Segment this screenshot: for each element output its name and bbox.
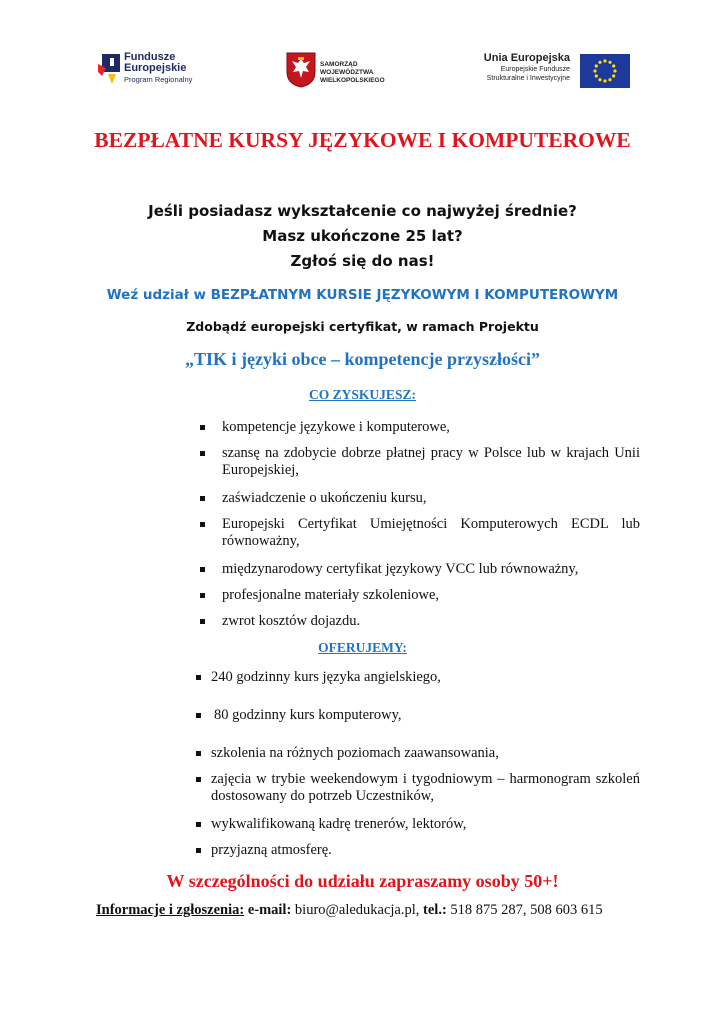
logo-fundusze-line2: Europejskie [124,62,187,74]
question-education: Jeśli posiadasz wykształcenie co najwyżej średnie? [148,202,577,220]
list-item: szkolenia na różnych poziomach zaawansowania, [196,745,640,765]
list-item: zaświadczenie o ukończeniu kursu, [200,490,640,510]
list-item: profesjonalne materiały szkoleniowe, [200,587,640,607]
bullet-icon [196,675,201,680]
list-item: 240 godzinny kurs języka angielskiego, [196,669,640,689]
bullet-icon [196,713,201,718]
contact-label: Informacje i zgłoszenia: [96,902,245,918]
project-name: „TIK i języki obce – kompetencje przyszłości” [185,349,540,369]
bullet-icon [200,593,205,598]
eagle-crest-icon [286,52,316,88]
list-item: Europejski Certyfikat Umiejętności Komputerowych ECDL lub równoważny, [200,516,640,556]
list-item: międzynarodowy certyfikat językowy VCC lub równoważny, [200,561,640,581]
list-item: kompetencje językowe i komputerowe, [200,419,640,443]
bullet-icon [196,822,201,827]
phone-label: tel.: [423,902,447,918]
closing-line: W szczególności do udziału zapraszamy osoby 50+! [166,871,559,891]
list-item: 80 godzinny kurs komputerowy, [196,707,640,727]
logo-ue-line2: Europejskie Fundusze [500,66,570,73]
fundusze-europejskie-emblem [96,52,122,86]
phone-numbers[interactable]: 518 875 287, 508 603 615 [446,902,603,918]
bullet-icon [200,451,205,456]
bullet-icon [196,751,201,756]
list-item: zajęcia w trybie weekendowym i tygodniowym – harmonogram szkoleń dostosowany do potrzeb Uczestników, [196,771,640,811]
list-item: zwrot kosztów dojazdu. [200,613,640,633]
contact-line [96,902,603,919]
bullet-icon [200,522,205,527]
page-title: BEZPŁATNE KURSY JĘZYKOWE I KOMPUTEROWE [94,128,631,152]
bullet-icon [200,619,205,624]
unia-europejska-logo [474,52,630,90]
logo-fundusze-line1: Fundusze [124,51,176,63]
invite-line: Weź udział w BEZPŁATNYM KURSIE JĘZYKOWYM I KOMPUTEROWYM [106,287,619,303]
list-item: szansę na zdobycie dobrze płatnej pracy w Polsce lub w krajach Unii Europejskiej, [200,445,640,485]
offer-heading: OFERUJEMY: [318,640,407,655]
list-item: przyjazną atmosferę. [196,842,640,862]
samorzad-wielkopolska-logo [284,50,404,90]
list-item: wykwalifikowaną kadrę trenerów, lektorów, [196,816,640,836]
question-age: Masz ukończone 25 lat? [262,227,463,245]
logo-fundusze-line3: Program Regionalny [124,75,193,84]
certificate-line: Zdobądź europejski certyfikat, w ramach Projektu [186,319,539,334]
email-label: e-mail: [244,902,292,918]
call-to-action: Zgłoś się do nas! [290,252,435,270]
eu-stars-icon [580,54,630,88]
bullet-icon [196,848,201,853]
bullet-icon [200,567,205,572]
logo-ue-line3: Strukturalne i Inwestycyjne [486,75,570,82]
eu-flag-icon [580,54,630,88]
gains-list [200,419,640,443]
bullet-icon [196,777,201,782]
fundusze-europejskie-logo [96,50,206,90]
gains-heading: CO ZYSKUJESZ: [309,387,416,402]
logo-ue-line1: Unia Europejska [483,52,570,64]
bullet-icon [200,496,205,501]
bullet-icon [200,425,205,430]
email-address[interactable]: biuro@aledukacja.pl, [291,902,424,918]
logo-samorzad-line2: WIELKOPOLSKIEGO [320,77,385,84]
logo-samorzad-line1: SAMORZĄD WOJEWÓDZTWA [320,61,374,76]
